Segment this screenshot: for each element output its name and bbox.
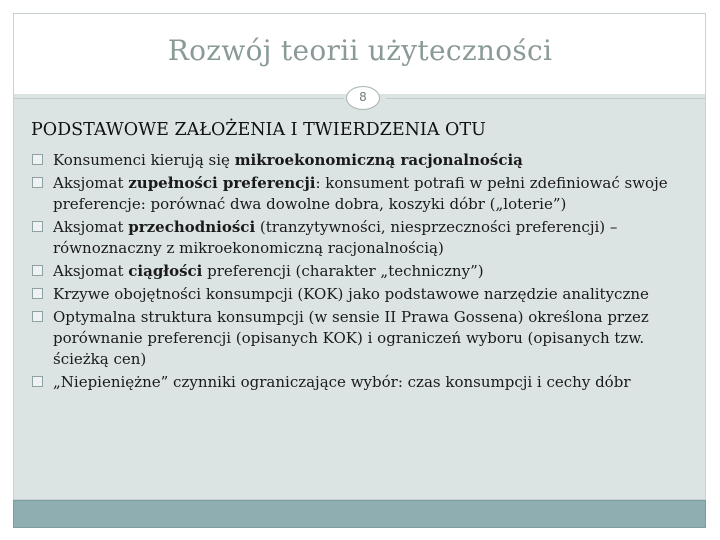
bullet-item <box>31 150 696 171</box>
bullet-text: „Niepieniężne” czynniki ograniczające wybór: czas konsumpcji i cechy dóbr <box>53 373 631 391</box>
bullet-bold-text: ciągłości <box>128 262 203 280</box>
bullet-text: (tranzytywności, niesprzeczności preferencji) – równoznaczny z mikroekonomiczną racjonalnością) <box>53 218 618 257</box>
bullet-text: : konsument potrafi w pełni zdefiniować swoje preferencje: porównać dwa dowolne dobra, koszyki dóbr („loterie”) <box>53 174 668 213</box>
page-number: 8 <box>346 86 380 110</box>
bullet-item <box>31 173 696 215</box>
bullet-item <box>31 307 696 370</box>
bullet-item <box>31 284 696 305</box>
bullet-marker-icon <box>32 177 43 188</box>
bullet-text: Aksjomat <box>53 174 129 192</box>
bullet-text: Aksjomat <box>53 218 129 236</box>
bullet-bold-text: przechodniości <box>128 218 256 236</box>
bullet-marker-icon <box>32 265 43 276</box>
bullet-marker-icon <box>32 376 43 387</box>
bullet-text: Konsumenci kierują się <box>53 151 235 169</box>
bullet-marker-icon <box>32 221 43 232</box>
section-heading: PODSTAWOWE ZAŁOŻENIA I TWIERDZENIA OTU <box>31 120 486 140</box>
title-divider-right <box>386 98 706 99</box>
footer-bar <box>13 500 706 528</box>
bullet-text: Aksjomat <box>53 262 129 280</box>
bullet-marker-icon <box>32 288 43 299</box>
bullet-marker-icon <box>32 311 43 322</box>
bullet-bold-text: mikroekonomiczną racjonalnością <box>234 151 523 169</box>
bullet-text: Krzywe obojętności konsumpcji (KOK) jako podstawowe narzędzie analityczne <box>53 285 649 303</box>
title-divider-left <box>14 98 344 99</box>
bullet-marker-icon <box>32 154 43 165</box>
bullet-text: preferencji (charakter „techniczny”) <box>202 262 484 280</box>
bullet-item <box>31 372 696 393</box>
slide-title: Rozwój teorii użyteczności <box>167 34 553 67</box>
bullet-item <box>31 217 696 259</box>
bullet-list <box>31 150 696 395</box>
bullet-item <box>31 261 696 282</box>
bullet-bold-text: zupełności preferencji <box>128 174 316 192</box>
bullet-text: Optymalna struktura konsumpcji (w sensie II Prawa Gossena) określona przez porównanie preferencji (opisanych KOK) i ograniczeń wyboru (opisanych tzw. ścieżką cen) <box>53 308 649 368</box>
